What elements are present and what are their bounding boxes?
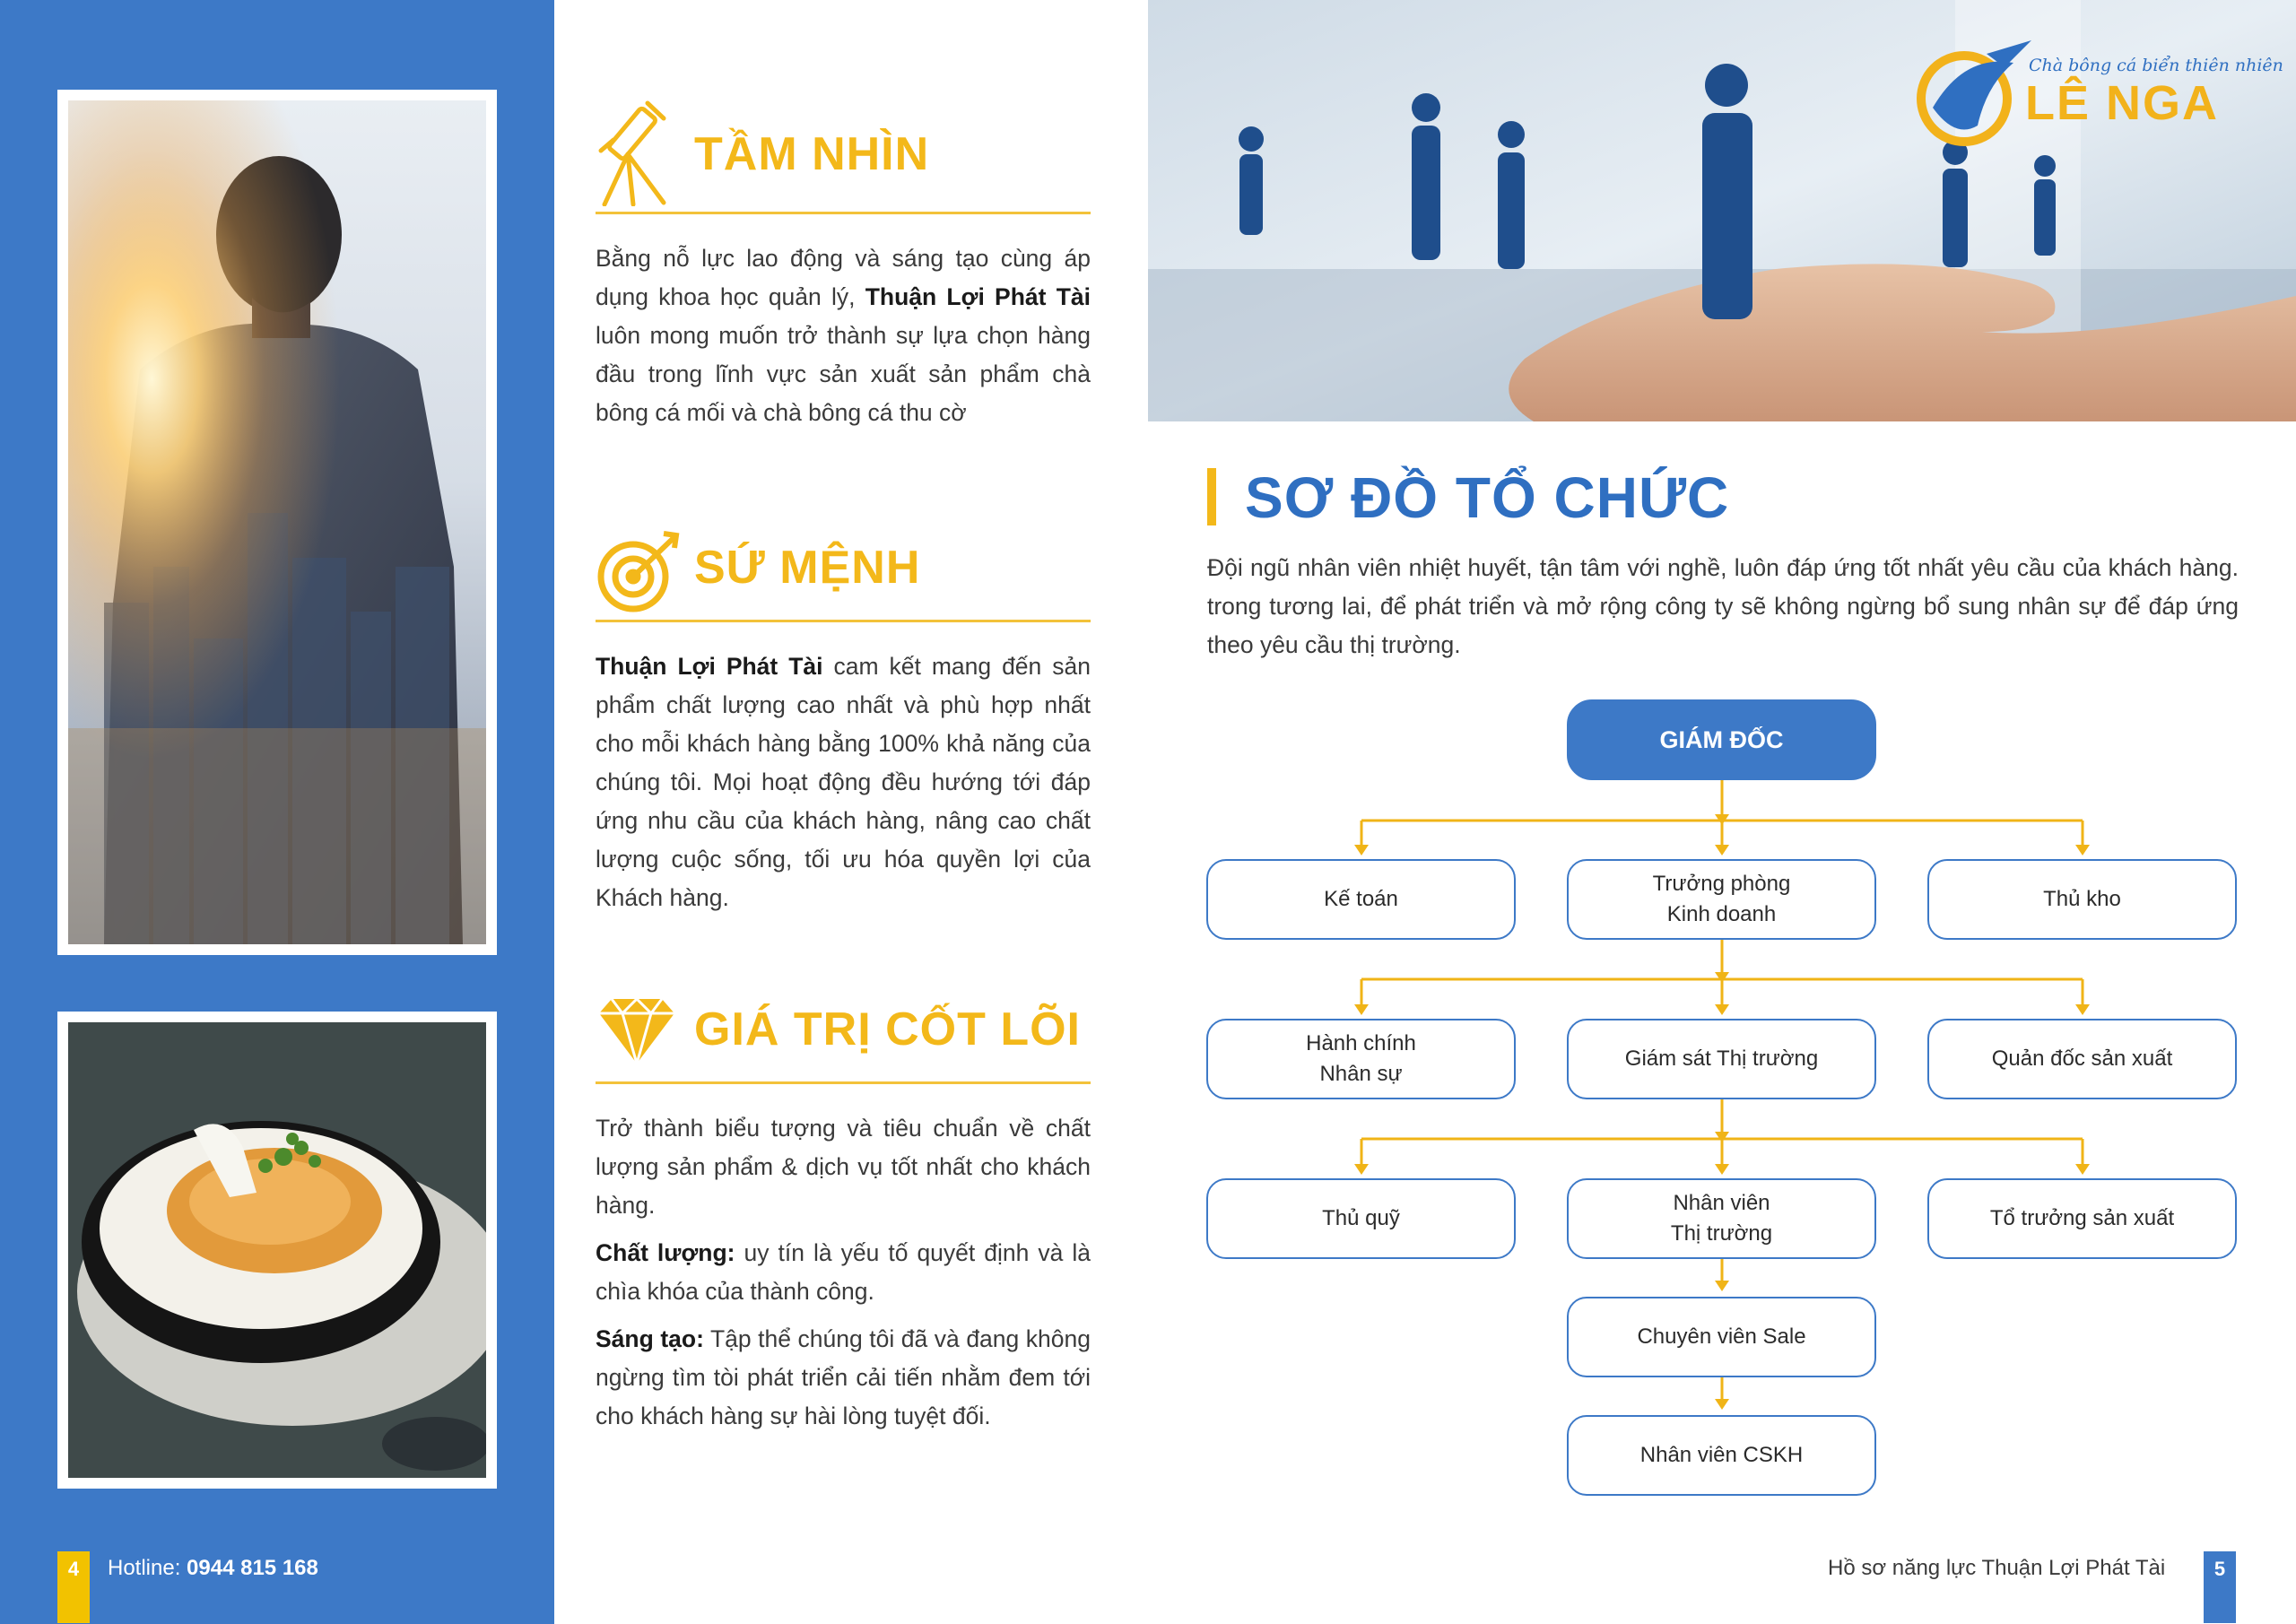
org-connectors	[1193, 690, 2269, 1515]
node-sales-head	[1567, 859, 1876, 940]
org-title-accent-bar	[1207, 468, 1216, 525]
node-warehouse: Thủ kho	[1927, 859, 2237, 940]
node-admin-hr	[1206, 1019, 1516, 1099]
quality-paragraph	[596, 1234, 1091, 1311]
diamond-icon	[596, 995, 678, 1076]
node-market-staff-line2: Thị trường	[1670, 1221, 1773, 1246]
mission-title: SỨ MỆNH	[694, 542, 921, 594]
node-production-manager: Quản đốc sản xuất	[1927, 1019, 2237, 1099]
node-production-lead: Tổ trưởng sản xuất	[1927, 1178, 2237, 1259]
node-sales-head-line2: Kinh doanh	[1666, 902, 1777, 926]
node-sales-head-line1: Trưởng phòng	[1652, 872, 1791, 896]
porridge-floss-photo	[68, 1022, 486, 1478]
core-values-text	[596, 1109, 1091, 1436]
mission-text	[596, 647, 1091, 917]
node-market-staff	[1567, 1178, 1876, 1259]
core-values-intro: Trở thành biểu tượng và tiêu chuẩn về chất lượng sản phẩm & dịch vụ tốt nhất cho khách hàng.	[596, 1115, 1091, 1219]
node-sales-specialist: Chuyên viên Sale	[1567, 1297, 1876, 1377]
core-values-section	[596, 995, 1091, 1445]
company-name: Thuận Lợi Phát Tài	[865, 283, 1091, 310]
logo-brand: LÊ NGA	[2025, 76, 2220, 130]
org-chart	[1193, 690, 2269, 1515]
hotline-number: 0944 815 168	[187, 1556, 318, 1580]
hotline-label: Hotline:	[108, 1556, 181, 1580]
businessman-photo-frame	[57, 90, 497, 955]
node-accounting: Kế toán	[1206, 859, 1516, 940]
node-cs-staff: Nhân viên CSKH	[1567, 1415, 1876, 1496]
mission-text-part: cam kết mang đến sản phẩm chất lượng cao nhất và phù hợp nhất cho mỗi khách hàng bằng 100% khả năng của chúng tôi. Mọi hoạt động đều hướng tới đáp ứng nhu cầu của khách hàng, nâng cao chất lượng cuộc sống, tối ưu hóa quyền lợi của Khách hàng.	[596, 653, 1091, 911]
vision-section	[596, 81, 1091, 432]
vision-text-part: luôn mong muốn trở thành sự lựa chọn hàng đầu trong lĩnh vực sản xuất sản phẩm chà bông cá mối và chà bông cá thu cờ	[596, 322, 1091, 426]
logo-tagline: Chà bông cá biển thiên nhiên	[2029, 56, 2283, 75]
node-director: GIÁM ĐỐC	[1567, 699, 1876, 780]
page-number-left: 4	[57, 1551, 90, 1623]
creativity-label: Sáng tạo:	[596, 1325, 704, 1352]
vision-divider	[596, 212, 1091, 214]
creativity-paragraph	[596, 1320, 1091, 1436]
businessman-city-photo	[68, 100, 486, 944]
vision-title: TẦM NHÌN	[694, 128, 930, 180]
org-chart-title: SƠ ĐỒ TỔ CHỨC	[1245, 465, 1730, 530]
hotline	[108, 1556, 318, 1581]
vision-text	[596, 239, 1091, 432]
vision-text-part: Bằng nỗ lực lao động và sáng tạo cùng áp dụng khoa học quản lý,	[596, 245, 1091, 310]
core-values-divider	[596, 1081, 1091, 1084]
telescope-icon	[596, 99, 678, 206]
org-description: Đội ngũ nhân viên nhiệt huyết, tận tâm với nghề, luôn đáp ứng tốt nhất yêu cầu của khách hàng. trong tương lai, để phát triển và mở rộng công ty sẽ không ngừng bổ sung nhân sự để đáp ứng theo yêu cầu thị trường.	[1207, 554, 2239, 658]
node-market-staff-line1: Nhân viên	[1673, 1191, 1770, 1215]
quality-text: uy tín là yếu tố quyết định và là chìa khóa của thành công.	[596, 1239, 1091, 1305]
node-market-supervisor: Giám sát Thị trường	[1567, 1019, 1876, 1099]
footer-document-title: Hồ sơ năng lực Thuận Lợi Phát Tài	[1828, 1556, 2166, 1580]
core-values-title: GIÁ TRỊ CỐT LÕI	[694, 1003, 1081, 1055]
quality-label: Chất lượng:	[596, 1239, 735, 1266]
node-admin-line1: Hành chính	[1306, 1031, 1416, 1055]
food-photo-frame	[57, 1012, 497, 1489]
node-cashier: Thủ quỹ	[1206, 1178, 1516, 1259]
creativity-text: Tập thể chúng tôi đã và đang không ngừng tìm tòi phát triển cải tiến nhằm đem tới cho khách hàng sự hài lòng tuyệt đối.	[596, 1325, 1091, 1429]
node-admin-line2: Nhân sự	[1319, 1062, 1403, 1086]
page-number-right: 5	[2204, 1551, 2236, 1623]
mission-section	[596, 525, 1091, 917]
mission-divider	[596, 620, 1091, 622]
company-name: Thuận Lợi Phát Tài	[596, 653, 823, 680]
target-icon	[596, 525, 678, 614]
